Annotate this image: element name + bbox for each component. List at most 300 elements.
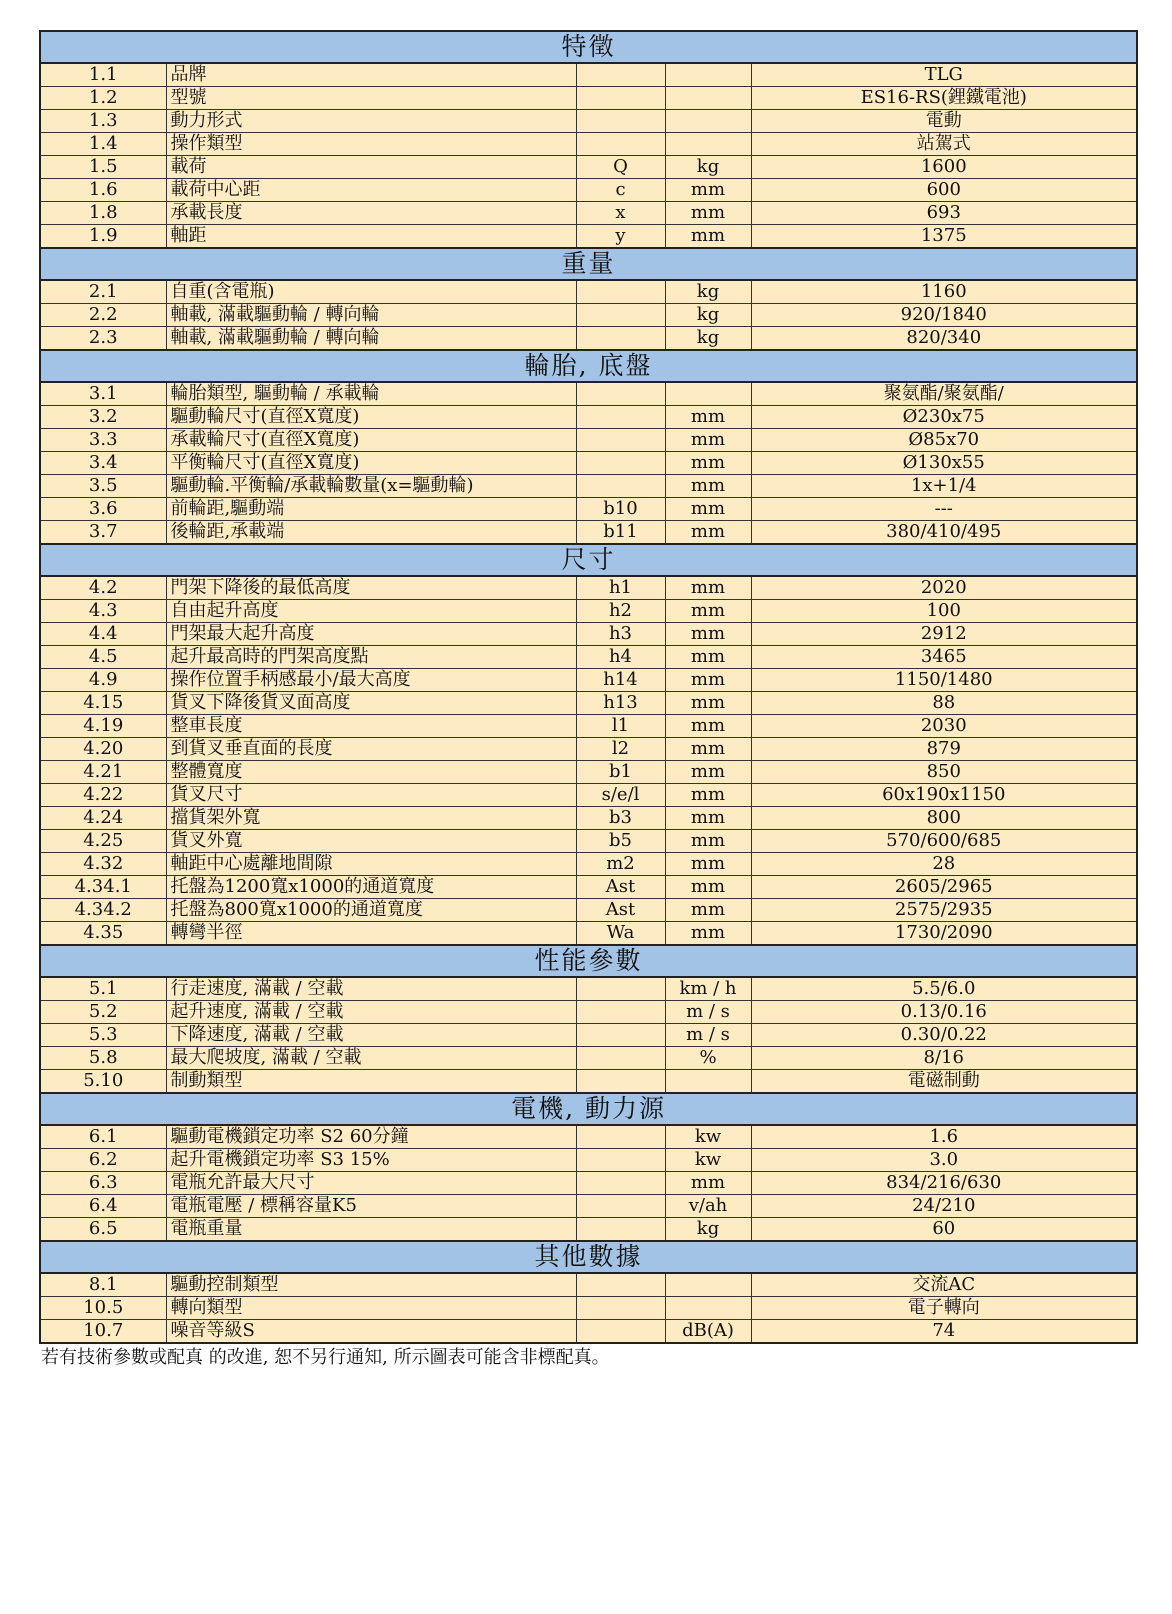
table-row — [40, 406, 1137, 429]
item-number: 3.3 — [40, 429, 166, 452]
item-label: 自重(含電瓶) — [166, 280, 576, 304]
item-value: 834/216/630 — [751, 1172, 1137, 1195]
item-value: 交流AC — [751, 1273, 1137, 1297]
item-number: 4.9 — [40, 669, 166, 692]
item-label: 門架最大起升高度 — [166, 623, 576, 646]
item-number: 4.34.2 — [40, 899, 166, 922]
item-label: 自由起升高度 — [166, 600, 576, 623]
item-number: 4.5 — [40, 646, 166, 669]
item-symbol — [576, 327, 665, 351]
item-symbol — [576, 280, 665, 304]
item-value: 電子轉向 — [751, 1297, 1137, 1320]
item-number: 3.7 — [40, 521, 166, 545]
item-value: 3.0 — [751, 1149, 1137, 1172]
item-label: 驅動控制類型 — [166, 1273, 576, 1297]
item-value: 850 — [751, 761, 1137, 784]
table-row — [40, 1001, 1137, 1024]
table-row — [40, 761, 1137, 784]
item-symbol: b11 — [576, 521, 665, 545]
item-unit: mm — [665, 429, 751, 452]
item-value: 3465 — [751, 646, 1137, 669]
item-symbol — [576, 977, 665, 1001]
item-value: Ø85x70 — [751, 429, 1137, 452]
item-symbol: h1 — [576, 576, 665, 600]
item-unit: mm — [665, 807, 751, 830]
item-number: 4.24 — [40, 807, 166, 830]
item-label: 門架下降後的最低高度 — [166, 576, 576, 600]
item-label: 操作位置手柄感最小/最大高度 — [166, 669, 576, 692]
item-unit — [665, 1070, 751, 1094]
item-number: 5.1 — [40, 977, 166, 1001]
item-number: 2.3 — [40, 327, 166, 351]
item-symbol — [576, 1218, 665, 1242]
item-unit: mm — [665, 452, 751, 475]
table-row — [40, 899, 1137, 922]
table-row — [40, 1195, 1137, 1218]
section-header — [40, 248, 1137, 280]
item-number: 4.34.1 — [40, 876, 166, 899]
item-number: 4.4 — [40, 623, 166, 646]
item-unit — [665, 1297, 751, 1320]
item-symbol — [576, 1047, 665, 1070]
item-value: 1375 — [751, 225, 1137, 249]
item-unit — [665, 87, 751, 110]
item-value: 88 — [751, 692, 1137, 715]
table-row — [40, 807, 1137, 830]
item-number: 3.1 — [40, 382, 166, 406]
item-value: 5.5/6.0 — [751, 977, 1137, 1001]
item-number: 2.1 — [40, 280, 166, 304]
item-number: 6.4 — [40, 1195, 166, 1218]
item-unit: mm — [665, 406, 751, 429]
table-row — [40, 521, 1137, 545]
table-row — [40, 202, 1137, 225]
item-value: 1600 — [751, 156, 1137, 179]
item-label: 到貨叉垂直面的長度 — [166, 738, 576, 761]
table-row — [40, 784, 1137, 807]
item-symbol: s/e/l — [576, 784, 665, 807]
item-value: 0.13/0.16 — [751, 1001, 1137, 1024]
item-symbol: h14 — [576, 669, 665, 692]
item-unit: mm — [665, 498, 751, 521]
section-title: 輪胎, 底盤 — [40, 350, 1137, 382]
item-unit: mm — [665, 1172, 751, 1195]
table-row — [40, 600, 1137, 623]
item-number: 6.3 — [40, 1172, 166, 1195]
item-symbol: b10 — [576, 498, 665, 521]
item-symbol — [576, 304, 665, 327]
item-unit: mm — [665, 922, 751, 946]
section-header — [40, 31, 1137, 63]
item-label: 驅動輪.平衡輪/承載輪數量(x=驅動輪) — [166, 475, 576, 498]
table-row — [40, 1070, 1137, 1094]
item-label: 軸距 — [166, 225, 576, 249]
table-row — [40, 623, 1137, 646]
item-unit: mm — [665, 692, 751, 715]
item-number: 1.6 — [40, 179, 166, 202]
item-label: 品牌 — [166, 63, 576, 87]
item-symbol — [576, 110, 665, 133]
item-number: 1.1 — [40, 63, 166, 87]
section-title: 其他數據 — [40, 1241, 1137, 1273]
item-symbol — [576, 133, 665, 156]
item-label: 貨叉外寬 — [166, 830, 576, 853]
item-value: 電動 — [751, 110, 1137, 133]
item-number: 6.1 — [40, 1125, 166, 1149]
item-value: 1150/1480 — [751, 669, 1137, 692]
item-number: 6.2 — [40, 1149, 166, 1172]
item-symbol — [576, 1070, 665, 1094]
item-label: 托盤為800寬x1000的通道寬度 — [166, 899, 576, 922]
item-unit: mm — [665, 646, 751, 669]
item-unit: kg — [665, 156, 751, 179]
table-row — [40, 498, 1137, 521]
table-row — [40, 110, 1137, 133]
item-unit: mm — [665, 225, 751, 249]
item-label: 輪胎類型, 驅動輪 / 承載輪 — [166, 382, 576, 406]
item-symbol — [576, 1125, 665, 1149]
item-unit: mm — [665, 761, 751, 784]
item-number: 1.8 — [40, 202, 166, 225]
item-symbol: x — [576, 202, 665, 225]
item-unit: v/ah — [665, 1195, 751, 1218]
item-number: 4.25 — [40, 830, 166, 853]
table-row — [40, 475, 1137, 498]
item-value: 2030 — [751, 715, 1137, 738]
item-number: 1.4 — [40, 133, 166, 156]
item-symbol — [576, 452, 665, 475]
section-header — [40, 1241, 1137, 1273]
item-value: 920/1840 — [751, 304, 1137, 327]
item-label: 驅動輪尺寸(直徑X寬度) — [166, 406, 576, 429]
item-symbol — [576, 1001, 665, 1024]
item-value: 600 — [751, 179, 1137, 202]
item-value: 570/600/685 — [751, 830, 1137, 853]
section-title: 重量 — [40, 248, 1137, 280]
item-label: 載荷 — [166, 156, 576, 179]
item-value: 380/410/495 — [751, 521, 1137, 545]
item-label: 貨叉下降後貨叉面高度 — [166, 692, 576, 715]
item-number: 5.10 — [40, 1070, 166, 1094]
item-unit: mm — [665, 475, 751, 498]
item-unit: mm — [665, 521, 751, 545]
item-value: 8/16 — [751, 1047, 1137, 1070]
item-number: 5.8 — [40, 1047, 166, 1070]
spec-table — [39, 30, 1138, 1344]
item-unit — [665, 133, 751, 156]
table-row — [40, 1297, 1137, 1320]
item-number: 5.3 — [40, 1024, 166, 1047]
item-symbol — [576, 87, 665, 110]
section-title: 特徵 — [40, 31, 1137, 63]
section-header — [40, 544, 1137, 576]
item-symbol — [576, 406, 665, 429]
item-value: 820/340 — [751, 327, 1137, 351]
item-symbol: Ast — [576, 899, 665, 922]
table-row — [40, 1024, 1137, 1047]
item-symbol: m2 — [576, 853, 665, 876]
item-number: 1.9 — [40, 225, 166, 249]
item-number: 10.7 — [40, 1320, 166, 1344]
item-value: 74 — [751, 1320, 1137, 1344]
table-row — [40, 382, 1137, 406]
item-label: 電瓶電壓 / 標稱容量K5 — [166, 1195, 576, 1218]
item-number: 3.2 — [40, 406, 166, 429]
item-unit: kg — [665, 280, 751, 304]
item-value: 60 — [751, 1218, 1137, 1242]
item-symbol: h13 — [576, 692, 665, 715]
table-row — [40, 156, 1137, 179]
item-value: Ø130x55 — [751, 452, 1137, 475]
item-label: 起升速度, 滿載 / 空載 — [166, 1001, 576, 1024]
item-symbol: l2 — [576, 738, 665, 761]
item-unit — [665, 382, 751, 406]
table-row — [40, 63, 1137, 87]
item-label: 電瓶允許最大尺寸 — [166, 1172, 576, 1195]
item-value: 800 — [751, 807, 1137, 830]
item-symbol: h3 — [576, 623, 665, 646]
section-header — [40, 1093, 1137, 1125]
item-symbol — [576, 1024, 665, 1047]
table-row — [40, 1218, 1137, 1242]
item-unit — [665, 1273, 751, 1297]
item-label: 承載長度 — [166, 202, 576, 225]
item-value: 2605/2965 — [751, 876, 1137, 899]
item-number: 4.32 — [40, 853, 166, 876]
item-symbol: h4 — [576, 646, 665, 669]
item-symbol — [576, 1297, 665, 1320]
footnote: 若有技術參數或配真 的改進, 恕不另行通知, 所示圖表可能含非標配真。 — [41, 1347, 610, 1368]
spec-sheet — [39, 30, 1136, 1370]
item-label: 貨叉尺寸 — [166, 784, 576, 807]
item-label: 動力形式 — [166, 110, 576, 133]
table-row — [40, 1320, 1137, 1344]
section-header — [40, 945, 1137, 977]
item-label: 後輪距,承載端 — [166, 521, 576, 545]
item-number: 5.2 — [40, 1001, 166, 1024]
item-number: 4.3 — [40, 600, 166, 623]
item-symbol — [576, 1149, 665, 1172]
item-unit: mm — [665, 715, 751, 738]
section-title: 性能參數 — [40, 945, 1137, 977]
table-row — [40, 715, 1137, 738]
item-number: 1.5 — [40, 156, 166, 179]
item-unit — [665, 63, 751, 87]
item-value: 站駕式 — [751, 133, 1137, 156]
item-symbol — [576, 382, 665, 406]
item-unit: mm — [665, 600, 751, 623]
item-number: 10.5 — [40, 1297, 166, 1320]
table-row — [40, 830, 1137, 853]
item-symbol — [576, 1195, 665, 1218]
table-row — [40, 1047, 1137, 1070]
item-label: 噪音等級S — [166, 1320, 576, 1344]
item-value: 24/210 — [751, 1195, 1137, 1218]
item-value: ES16-RS(鋰鐵電池) — [751, 87, 1137, 110]
item-value: Ø230x75 — [751, 406, 1137, 429]
item-number: 4.15 — [40, 692, 166, 715]
item-value: 1160 — [751, 280, 1137, 304]
item-value: 60x190x1150 — [751, 784, 1137, 807]
item-label: 電瓶重量 — [166, 1218, 576, 1242]
item-value: 28 — [751, 853, 1137, 876]
item-unit: mm — [665, 623, 751, 646]
item-label: 行走速度, 滿載 / 空載 — [166, 977, 576, 1001]
table-row — [40, 225, 1137, 249]
item-unit: dB(A) — [665, 1320, 751, 1344]
table-row — [40, 280, 1137, 304]
item-value: 879 — [751, 738, 1137, 761]
item-unit: mm — [665, 853, 751, 876]
table-row — [40, 876, 1137, 899]
section-header — [40, 350, 1137, 382]
item-value: 聚氨酯/聚氨酯/ — [751, 382, 1137, 406]
item-unit: kw — [665, 1149, 751, 1172]
item-symbol: y — [576, 225, 665, 249]
item-number: 3.5 — [40, 475, 166, 498]
item-label: 起升電機鎖定功率 S3 15% — [166, 1149, 576, 1172]
item-unit: kw — [665, 1125, 751, 1149]
item-number: 1.3 — [40, 110, 166, 133]
item-number: 6.5 — [40, 1218, 166, 1242]
item-symbol: b3 — [576, 807, 665, 830]
item-label: 軸載, 滿載驅動輪 / 轉向輪 — [166, 327, 576, 351]
item-number: 4.2 — [40, 576, 166, 600]
item-label: 最大爬坡度, 滿載 / 空載 — [166, 1047, 576, 1070]
item-unit: mm — [665, 738, 751, 761]
table-row — [40, 1273, 1137, 1297]
table-row — [40, 977, 1137, 1001]
item-symbol: b5 — [576, 830, 665, 853]
item-label: 載荷中心距 — [166, 179, 576, 202]
item-label: 起升最高時的門架高度點 — [166, 646, 576, 669]
item-value: 2912 — [751, 623, 1137, 646]
item-label: 驅動電機鎖定功率 S2 60分鐘 — [166, 1125, 576, 1149]
item-symbol: b1 — [576, 761, 665, 784]
item-symbol: Wa — [576, 922, 665, 946]
item-label: 下降速度, 滿載 / 空載 — [166, 1024, 576, 1047]
item-symbol — [576, 63, 665, 87]
item-number: 3.6 — [40, 498, 166, 521]
item-value: 1.6 — [751, 1125, 1137, 1149]
item-unit: mm — [665, 830, 751, 853]
table-row — [40, 853, 1137, 876]
item-unit: mm — [665, 576, 751, 600]
item-symbol: Q — [576, 156, 665, 179]
item-unit: kg — [665, 304, 751, 327]
table-row — [40, 452, 1137, 475]
table-row — [40, 327, 1137, 351]
item-number: 4.19 — [40, 715, 166, 738]
item-symbol — [576, 429, 665, 452]
table-row — [40, 922, 1137, 946]
spec-table-body — [40, 31, 1137, 1343]
item-unit: mm — [665, 669, 751, 692]
item-symbol — [576, 1273, 665, 1297]
item-symbol: Ast — [576, 876, 665, 899]
item-unit: km / h — [665, 977, 751, 1001]
item-number: 8.1 — [40, 1273, 166, 1297]
item-label: 轉向類型 — [166, 1297, 576, 1320]
table-row — [40, 87, 1137, 110]
item-label: 整體寬度 — [166, 761, 576, 784]
item-symbol: c — [576, 179, 665, 202]
table-row — [40, 429, 1137, 452]
item-label: 整車長度 — [166, 715, 576, 738]
item-unit: m / s — [665, 1001, 751, 1024]
table-row — [40, 669, 1137, 692]
item-label: 托盤為1200寬x1000的通道寬度 — [166, 876, 576, 899]
item-number: 3.4 — [40, 452, 166, 475]
item-unit: m / s — [665, 1024, 751, 1047]
item-value: 2020 — [751, 576, 1137, 600]
item-value: --- — [751, 498, 1137, 521]
item-label: 擋貨架外寬 — [166, 807, 576, 830]
item-label: 軸載, 滿載驅動輪 / 轉向輪 — [166, 304, 576, 327]
item-unit: % — [665, 1047, 751, 1070]
item-value: TLG — [751, 63, 1137, 87]
item-number: 4.22 — [40, 784, 166, 807]
item-label: 軸距中心處離地間隙 — [166, 853, 576, 876]
item-symbol: h2 — [576, 600, 665, 623]
item-symbol — [576, 1172, 665, 1195]
item-unit: mm — [665, 876, 751, 899]
item-unit: mm — [665, 179, 751, 202]
table-row — [40, 576, 1137, 600]
item-unit — [665, 110, 751, 133]
item-number: 4.21 — [40, 761, 166, 784]
table-row — [40, 133, 1137, 156]
table-row — [40, 692, 1137, 715]
item-label: 制動類型 — [166, 1070, 576, 1094]
item-unit: mm — [665, 202, 751, 225]
item-number: 2.2 — [40, 304, 166, 327]
item-number: 4.20 — [40, 738, 166, 761]
table-row — [40, 1172, 1137, 1195]
table-row — [40, 738, 1137, 761]
table-row — [40, 179, 1137, 202]
item-value: 2575/2935 — [751, 899, 1137, 922]
item-symbol — [576, 1320, 665, 1344]
item-value: 1x+1/4 — [751, 475, 1137, 498]
item-symbol — [576, 475, 665, 498]
item-label: 操作類型 — [166, 133, 576, 156]
item-label: 前輪距,驅動端 — [166, 498, 576, 521]
item-value: 1730/2090 — [751, 922, 1137, 946]
item-value: 0.30/0.22 — [751, 1024, 1137, 1047]
item-unit: kg — [665, 327, 751, 351]
item-symbol: l1 — [576, 715, 665, 738]
item-label: 承載輪尺寸(直徑X寬度) — [166, 429, 576, 452]
item-value: 電磁制動 — [751, 1070, 1137, 1094]
item-label: 平衡輪尺寸(直徑X寬度) — [166, 452, 576, 475]
item-unit: mm — [665, 784, 751, 807]
item-unit: mm — [665, 899, 751, 922]
item-number: 4.35 — [40, 922, 166, 946]
table-row — [40, 646, 1137, 669]
item-label: 轉彎半徑 — [166, 922, 576, 946]
table-row — [40, 1125, 1137, 1149]
item-number: 1.2 — [40, 87, 166, 110]
section-title: 尺寸 — [40, 544, 1137, 576]
item-value: 100 — [751, 600, 1137, 623]
section-title: 電機, 動力源 — [40, 1093, 1137, 1125]
table-row — [40, 304, 1137, 327]
item-label: 型號 — [166, 87, 576, 110]
item-value: 693 — [751, 202, 1137, 225]
table-row — [40, 1149, 1137, 1172]
item-unit: kg — [665, 1218, 751, 1242]
